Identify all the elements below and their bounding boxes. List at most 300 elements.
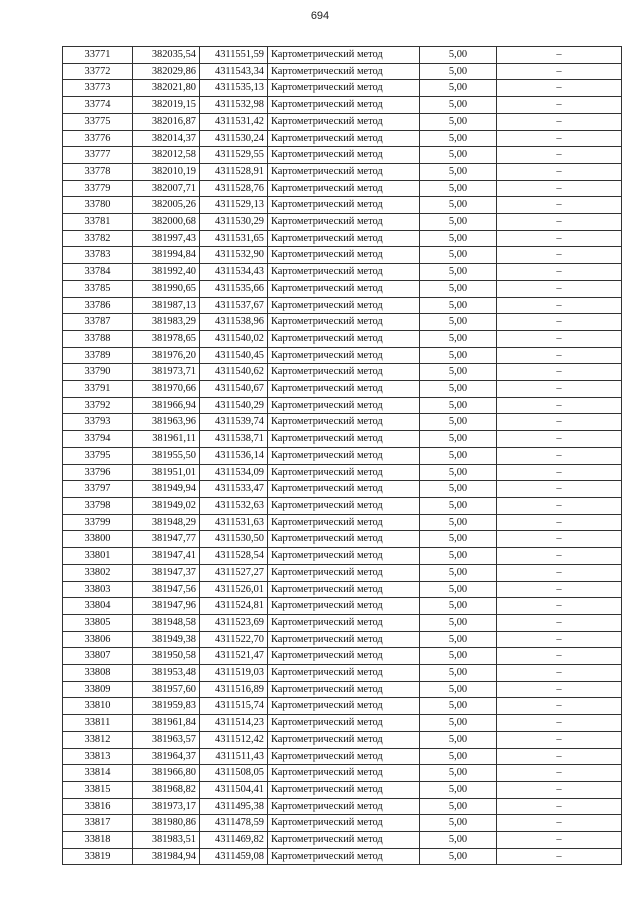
method-cell: Картометрический метод	[268, 414, 420, 431]
point-number-cell: 33810	[63, 698, 133, 715]
error-cell: 5,00	[420, 197, 497, 214]
point-number-cell: 33793	[63, 414, 133, 431]
x-coordinate-cell: 381949,94	[133, 481, 200, 498]
x-coordinate-cell: 382035,54	[133, 47, 200, 64]
point-number-cell: 33806	[63, 631, 133, 648]
table-row	[63, 798, 622, 815]
point-number-cell: 33773	[63, 80, 133, 97]
description-cell: –	[497, 347, 622, 364]
error-cell: 5,00	[420, 748, 497, 765]
table-row	[63, 731, 622, 748]
description-cell: –	[497, 564, 622, 581]
y-coordinate-cell: 4311540,45	[200, 347, 268, 364]
y-coordinate-cell: 4311532,63	[200, 497, 268, 514]
point-number-cell: 33804	[63, 598, 133, 615]
y-coordinate-cell: 4311535,66	[200, 280, 268, 297]
method-cell: Картометрический метод	[268, 264, 420, 281]
point-number-cell: 33786	[63, 297, 133, 314]
error-cell: 5,00	[420, 481, 497, 498]
point-number-cell: 33794	[63, 431, 133, 448]
error-cell: 5,00	[420, 548, 497, 565]
y-coordinate-cell: 4311543,34	[200, 63, 268, 80]
y-coordinate-cell: 4311508,05	[200, 765, 268, 782]
table-row	[63, 665, 622, 682]
x-coordinate-cell: 382021,80	[133, 80, 200, 97]
x-coordinate-cell: 381955,50	[133, 447, 200, 464]
method-cell: Картометрический метод	[268, 314, 420, 331]
table-row	[63, 197, 622, 214]
point-number-cell: 33774	[63, 97, 133, 114]
method-cell: Картометрический метод	[268, 497, 420, 514]
error-cell: 5,00	[420, 130, 497, 147]
method-cell: Картометрический метод	[268, 180, 420, 197]
x-coordinate-cell: 381990,65	[133, 280, 200, 297]
point-number-cell: 33783	[63, 247, 133, 264]
description-cell: –	[497, 397, 622, 414]
description-cell: –	[497, 748, 622, 765]
description-cell: –	[497, 631, 622, 648]
error-cell: 5,00	[420, 214, 497, 231]
y-coordinate-cell: 4311530,29	[200, 214, 268, 231]
table-row	[63, 147, 622, 164]
y-coordinate-cell: 4311538,96	[200, 314, 268, 331]
x-coordinate-cell: 381968,82	[133, 781, 200, 798]
x-coordinate-cell: 381947,37	[133, 564, 200, 581]
x-coordinate-cell: 382029,86	[133, 63, 200, 80]
point-number-cell: 33787	[63, 314, 133, 331]
error-cell: 5,00	[420, 715, 497, 732]
point-number-cell: 33788	[63, 330, 133, 347]
y-coordinate-cell: 4311529,55	[200, 147, 268, 164]
method-cell: Картометрический метод	[268, 514, 420, 531]
error-cell: 5,00	[420, 497, 497, 514]
error-cell: 5,00	[420, 447, 497, 464]
y-coordinate-cell: 4311532,98	[200, 97, 268, 114]
x-coordinate-cell: 381966,80	[133, 765, 200, 782]
y-coordinate-cell: 4311528,76	[200, 180, 268, 197]
y-coordinate-cell: 4311459,08	[200, 848, 268, 865]
description-cell: –	[497, 731, 622, 748]
point-number-cell: 33805	[63, 614, 133, 631]
description-cell: –	[497, 665, 622, 682]
method-cell: Картометрический метод	[268, 230, 420, 247]
x-coordinate-cell: 382019,15	[133, 97, 200, 114]
description-cell: –	[497, 47, 622, 64]
error-cell: 5,00	[420, 414, 497, 431]
description-cell: –	[497, 280, 622, 297]
point-number-cell: 33818	[63, 832, 133, 849]
x-coordinate-cell: 381997,43	[133, 230, 200, 247]
point-number-cell: 33771	[63, 47, 133, 64]
method-cell: Картометрический метод	[268, 197, 420, 214]
error-cell: 5,00	[420, 815, 497, 832]
y-coordinate-cell: 4311530,24	[200, 130, 268, 147]
table-row	[63, 414, 622, 431]
x-coordinate-cell: 382016,87	[133, 113, 200, 130]
error-cell: 5,00	[420, 113, 497, 130]
y-coordinate-cell: 4311478,59	[200, 815, 268, 832]
y-coordinate-cell: 4311540,02	[200, 330, 268, 347]
error-cell: 5,00	[420, 765, 497, 782]
description-cell: –	[497, 80, 622, 97]
x-coordinate-cell: 382007,71	[133, 180, 200, 197]
x-coordinate-cell: 382005,26	[133, 197, 200, 214]
table-row	[63, 698, 622, 715]
x-coordinate-cell: 381963,57	[133, 731, 200, 748]
x-coordinate-cell: 382012,58	[133, 147, 200, 164]
description-cell: –	[497, 531, 622, 548]
table-row	[63, 97, 622, 114]
description-cell: –	[497, 848, 622, 865]
table-row	[63, 280, 622, 297]
method-cell: Картометрический метод	[268, 113, 420, 130]
table-row	[63, 781, 622, 798]
method-cell: Картометрический метод	[268, 731, 420, 748]
description-cell: –	[497, 447, 622, 464]
y-coordinate-cell: 4311540,29	[200, 397, 268, 414]
description-cell: –	[497, 130, 622, 147]
point-number-cell: 33812	[63, 731, 133, 748]
table-row	[63, 80, 622, 97]
y-coordinate-cell: 4311529,13	[200, 197, 268, 214]
x-coordinate-cell: 381947,56	[133, 581, 200, 598]
x-coordinate-cell: 381983,51	[133, 832, 200, 849]
description-cell: –	[497, 97, 622, 114]
point-number-cell: 33779	[63, 180, 133, 197]
x-coordinate-cell: 381951,01	[133, 464, 200, 481]
table-row	[63, 314, 622, 331]
error-cell: 5,00	[420, 781, 497, 798]
table-row	[63, 297, 622, 314]
point-number-cell: 33789	[63, 347, 133, 364]
description-cell: –	[497, 598, 622, 615]
error-cell: 5,00	[420, 97, 497, 114]
error-cell: 5,00	[420, 798, 497, 815]
page-number: 694	[310, 10, 330, 22]
method-cell: Картометрический метод	[268, 431, 420, 448]
point-number-cell: 33777	[63, 147, 133, 164]
y-coordinate-cell: 4311530,50	[200, 531, 268, 548]
x-coordinate-cell: 381948,29	[133, 514, 200, 531]
table-row	[63, 564, 622, 581]
error-cell: 5,00	[420, 280, 497, 297]
x-coordinate-cell: 382000,68	[133, 214, 200, 231]
method-cell: Картометрический метод	[268, 247, 420, 264]
method-cell: Картометрический метод	[268, 347, 420, 364]
method-cell: Картометрический метод	[268, 447, 420, 464]
table-row	[63, 531, 622, 548]
error-cell: 5,00	[420, 63, 497, 80]
y-coordinate-cell: 4311526,01	[200, 581, 268, 598]
point-number-cell: 33808	[63, 665, 133, 682]
description-cell: –	[497, 63, 622, 80]
description-cell: –	[497, 464, 622, 481]
table-row	[63, 180, 622, 197]
method-cell: Картометрический метод	[268, 598, 420, 615]
error-cell: 5,00	[420, 614, 497, 631]
x-coordinate-cell: 381973,17	[133, 798, 200, 815]
point-number-cell: 33775	[63, 113, 133, 130]
description-cell: –	[497, 147, 622, 164]
table-row	[63, 581, 622, 598]
error-cell: 5,00	[420, 832, 497, 849]
description-cell: –	[497, 548, 622, 565]
point-number-cell: 33800	[63, 531, 133, 548]
point-number-cell: 33811	[63, 715, 133, 732]
method-cell: Картометрический метод	[268, 147, 420, 164]
x-coordinate-cell: 381970,66	[133, 381, 200, 398]
description-cell: –	[497, 247, 622, 264]
error-cell: 5,00	[420, 665, 497, 682]
method-cell: Картометрический метод	[268, 798, 420, 815]
x-coordinate-cell: 381959,83	[133, 698, 200, 715]
error-cell: 5,00	[420, 230, 497, 247]
table-row	[63, 163, 622, 180]
description-cell: –	[497, 815, 622, 832]
point-number-cell: 33817	[63, 815, 133, 832]
description-cell: –	[497, 381, 622, 398]
table-row	[63, 63, 622, 80]
error-cell: 5,00	[420, 163, 497, 180]
point-number-cell: 33782	[63, 230, 133, 247]
table-row	[63, 431, 622, 448]
point-number-cell: 33797	[63, 481, 133, 498]
method-cell: Картометрический метод	[268, 564, 420, 581]
x-coordinate-cell: 381984,94	[133, 848, 200, 865]
description-cell: –	[497, 681, 622, 698]
point-number-cell: 33795	[63, 447, 133, 464]
y-coordinate-cell: 4311533,47	[200, 481, 268, 498]
y-coordinate-cell: 4311512,42	[200, 731, 268, 748]
point-number-cell: 33781	[63, 214, 133, 231]
error-cell: 5,00	[420, 314, 497, 331]
table-row	[63, 397, 622, 414]
method-cell: Картометрический метод	[268, 581, 420, 598]
error-cell: 5,00	[420, 247, 497, 264]
method-cell: Картометрический метод	[268, 297, 420, 314]
table-row	[63, 47, 622, 64]
method-cell: Картометрический метод	[268, 781, 420, 798]
point-number-cell: 33791	[63, 381, 133, 398]
error-cell: 5,00	[420, 848, 497, 865]
error-cell: 5,00	[420, 381, 497, 398]
error-cell: 5,00	[420, 564, 497, 581]
point-number-cell: 33798	[63, 497, 133, 514]
error-cell: 5,00	[420, 514, 497, 531]
table-row	[63, 715, 622, 732]
table-row	[63, 648, 622, 665]
error-cell: 5,00	[420, 297, 497, 314]
method-cell: Картометрический метод	[268, 163, 420, 180]
table-row	[63, 614, 622, 631]
error-cell: 5,00	[420, 531, 497, 548]
x-coordinate-cell: 381949,38	[133, 631, 200, 648]
table-row	[63, 230, 622, 247]
point-number-cell: 33802	[63, 564, 133, 581]
table-row	[63, 464, 622, 481]
point-number-cell: 33814	[63, 765, 133, 782]
table-row	[63, 765, 622, 782]
table-row	[63, 113, 622, 130]
method-cell: Картометрический метод	[268, 548, 420, 565]
point-number-cell: 33778	[63, 163, 133, 180]
y-coordinate-cell: 4311515,74	[200, 698, 268, 715]
error-cell: 5,00	[420, 598, 497, 615]
y-coordinate-cell: 4311528,54	[200, 548, 268, 565]
description-cell: –	[497, 614, 622, 631]
error-cell: 5,00	[420, 581, 497, 598]
description-cell: –	[497, 798, 622, 815]
table-row	[63, 381, 622, 398]
method-cell: Картометрический метод	[268, 280, 420, 297]
y-coordinate-cell: 4311521,47	[200, 648, 268, 665]
x-coordinate-cell: 381992,40	[133, 264, 200, 281]
y-coordinate-cell: 4311534,09	[200, 464, 268, 481]
method-cell: Картометрический метод	[268, 330, 420, 347]
table-row	[63, 364, 622, 381]
y-coordinate-cell: 4311534,43	[200, 264, 268, 281]
point-number-cell: 33792	[63, 397, 133, 414]
y-coordinate-cell: 4311531,65	[200, 230, 268, 247]
method-cell: Картометрический метод	[268, 130, 420, 147]
method-cell: Картометрический метод	[268, 481, 420, 498]
error-cell: 5,00	[420, 397, 497, 414]
error-cell: 5,00	[420, 47, 497, 64]
table-row	[63, 748, 622, 765]
table-row	[63, 264, 622, 281]
method-cell: Картометрический метод	[268, 648, 420, 665]
error-cell: 5,00	[420, 631, 497, 648]
description-cell: –	[497, 781, 622, 798]
point-number-cell: 33807	[63, 648, 133, 665]
x-coordinate-cell: 381987,13	[133, 297, 200, 314]
description-cell: –	[497, 497, 622, 514]
y-coordinate-cell: 4311514,23	[200, 715, 268, 732]
description-cell: –	[497, 514, 622, 531]
description-cell: –	[497, 832, 622, 849]
table-row	[63, 214, 622, 231]
point-number-cell: 33776	[63, 130, 133, 147]
table-row	[63, 497, 622, 514]
point-number-cell: 33815	[63, 781, 133, 798]
y-coordinate-cell: 4311523,69	[200, 614, 268, 631]
error-cell: 5,00	[420, 681, 497, 698]
x-coordinate-cell: 381980,86	[133, 815, 200, 832]
method-cell: Картометрический метод	[268, 698, 420, 715]
error-cell: 5,00	[420, 347, 497, 364]
y-coordinate-cell: 4311531,42	[200, 113, 268, 130]
error-cell: 5,00	[420, 180, 497, 197]
description-cell: –	[497, 163, 622, 180]
table-row	[63, 130, 622, 147]
error-cell: 5,00	[420, 431, 497, 448]
method-cell: Картометрический метод	[268, 815, 420, 832]
table-row	[63, 481, 622, 498]
description-cell: –	[497, 297, 622, 314]
description-cell: –	[497, 330, 622, 347]
point-number-cell: 33801	[63, 548, 133, 565]
description-cell: –	[497, 765, 622, 782]
x-coordinate-cell: 381963,96	[133, 414, 200, 431]
table-row	[63, 330, 622, 347]
point-number-cell: 33790	[63, 364, 133, 381]
y-coordinate-cell: 4311522,70	[200, 631, 268, 648]
method-cell: Картометрический метод	[268, 47, 420, 64]
description-cell: –	[497, 230, 622, 247]
table-row	[63, 447, 622, 464]
x-coordinate-cell: 381950,58	[133, 648, 200, 665]
point-number-cell: 33796	[63, 464, 133, 481]
table-row	[63, 848, 622, 865]
method-cell: Картометрический метод	[268, 614, 420, 631]
y-coordinate-cell: 4311537,67	[200, 297, 268, 314]
point-number-cell: 33819	[63, 848, 133, 865]
y-coordinate-cell: 4311469,82	[200, 832, 268, 849]
y-coordinate-cell: 4311532,90	[200, 247, 268, 264]
error-cell: 5,00	[420, 731, 497, 748]
y-coordinate-cell: 4311528,91	[200, 163, 268, 180]
error-cell: 5,00	[420, 464, 497, 481]
error-cell: 5,00	[420, 80, 497, 97]
x-coordinate-cell: 381947,77	[133, 531, 200, 548]
table-row	[63, 681, 622, 698]
method-cell: Картометрический метод	[268, 681, 420, 698]
point-number-cell: 33785	[63, 280, 133, 297]
y-coordinate-cell: 4311538,71	[200, 431, 268, 448]
x-coordinate-cell: 381947,96	[133, 598, 200, 615]
x-coordinate-cell: 381961,84	[133, 715, 200, 732]
point-number-cell: 33816	[63, 798, 133, 815]
point-number-cell: 33803	[63, 581, 133, 598]
x-coordinate-cell: 381947,41	[133, 548, 200, 565]
y-coordinate-cell: 4311511,43	[200, 748, 268, 765]
method-cell: Картометрический метод	[268, 464, 420, 481]
method-cell: Картометрический метод	[268, 364, 420, 381]
description-cell: –	[497, 698, 622, 715]
y-coordinate-cell: 4311495,38	[200, 798, 268, 815]
description-cell: –	[497, 648, 622, 665]
description-cell: –	[497, 431, 622, 448]
y-coordinate-cell: 4311531,63	[200, 514, 268, 531]
method-cell: Картометрический метод	[268, 397, 420, 414]
x-coordinate-cell: 381953,48	[133, 665, 200, 682]
error-cell: 5,00	[420, 264, 497, 281]
method-cell: Картометрический метод	[268, 214, 420, 231]
description-cell: –	[497, 581, 622, 598]
y-coordinate-cell: 4311519,03	[200, 665, 268, 682]
description-cell: –	[497, 214, 622, 231]
description-cell: –	[497, 113, 622, 130]
y-coordinate-cell: 4311540,67	[200, 381, 268, 398]
error-cell: 5,00	[420, 330, 497, 347]
description-cell: –	[497, 414, 622, 431]
table-row	[63, 247, 622, 264]
y-coordinate-cell: 4311504,41	[200, 781, 268, 798]
y-coordinate-cell: 4311524,81	[200, 598, 268, 615]
description-cell: –	[497, 364, 622, 381]
description-cell: –	[497, 481, 622, 498]
error-cell: 5,00	[420, 147, 497, 164]
x-coordinate-cell: 381966,94	[133, 397, 200, 414]
description-cell: –	[497, 314, 622, 331]
method-cell: Картометрический метод	[268, 832, 420, 849]
y-coordinate-cell: 4311527,27	[200, 564, 268, 581]
point-number-cell: 33784	[63, 264, 133, 281]
error-cell: 5,00	[420, 364, 497, 381]
description-cell: –	[497, 197, 622, 214]
method-cell: Картометрический метод	[268, 765, 420, 782]
y-coordinate-cell: 4311540,62	[200, 364, 268, 381]
